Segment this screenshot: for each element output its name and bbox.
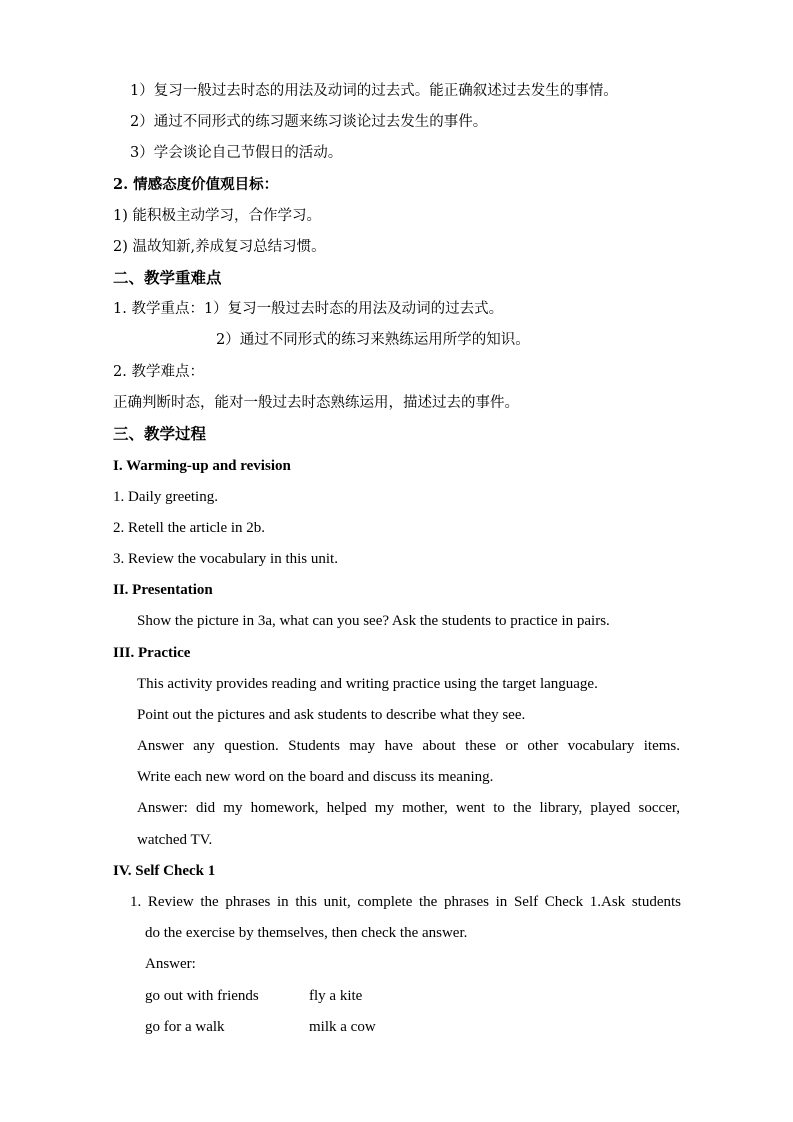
practice-heading: III. Practice [113,645,191,661]
practice-line-1: This activity provides reading and writing practice using the target language. [137,676,598,692]
difficulty-heading: 2. 教学难点： [113,364,204,380]
practice-line-3: Answer any question. Students may have about these or other vocabulary items. [137,738,680,754]
difficulty-text: 正确判断时态，能对一般过去时态熟练运用，描述过去的事件。 [113,395,519,411]
self-check-step-1-cont: do the exercise by themselves, then check the answer. [145,925,468,941]
key-point-2: 2）通过不同形式的练习来熟练运用所学的知识。 [216,332,530,348]
objective-2: 2）通过不同形式的练习题来练习谈论过去发生的事件。 [130,114,488,130]
warming-step-2: 2. Retell the article in 2b. [113,520,266,536]
presentation-heading: II. Presentation [113,582,213,598]
key-point-1: 1. 教学重点：1）复习一般过去时态的用法及动词的过去式。 [113,301,504,317]
emotion-goal-heading: 2. 情感态度价值观目标： [113,176,279,193]
practice-line-4: Write each new word on the board and discuss its meaning. [137,769,494,785]
warming-up-heading: I. Warming-up and revision [113,458,291,474]
phrase-go-for-a-walk: go for a walk [145,1019,225,1035]
emotion-goal-1: 1) 能积极主动学习，合作学习。 [113,208,321,224]
section-heading-key-points: 二、教学重难点 [113,268,222,287]
phrase-milk-a-cow: milk a cow [309,1019,376,1035]
emotion-goal-2: 2) 温故知新,养成复习总结习惯。 [113,239,326,255]
objective-1: 1）复习一般过去时态的用法及动词的过去式。能正确叙述过去发生的事情。 [130,83,618,99]
objective-3: 3）学会谈论自己节假日的活动。 [130,145,343,161]
practice-line-2: Point out the pictures and ask students to describe what they see. [137,707,526,723]
warming-step-3: 3. Review the vocabulary in this unit. [113,551,338,567]
section-heading-process: 三、教学过程 [113,424,207,443]
presentation-text: Show the picture in 3a, what can you see? Ask the students to practice in pairs. [137,613,610,629]
self-check-heading: IV. Self Check 1 [113,863,216,879]
self-check-step-1: 1. Review the phrases in this unit, complete the phrases in Self Check 1.Ask students [130,894,681,910]
practice-answer: Answer: did my homework, helped my mother, went to the library, played soccer, [137,800,680,816]
practice-answer-cont: watched TV. [137,832,213,848]
phrase-fly-a-kite: fly a kite [309,988,363,1004]
answer-label: Answer: [145,956,196,972]
warming-step-1: 1. Daily greeting. [113,489,218,505]
phrase-go-out-with-friends: go out with friends [145,988,259,1004]
